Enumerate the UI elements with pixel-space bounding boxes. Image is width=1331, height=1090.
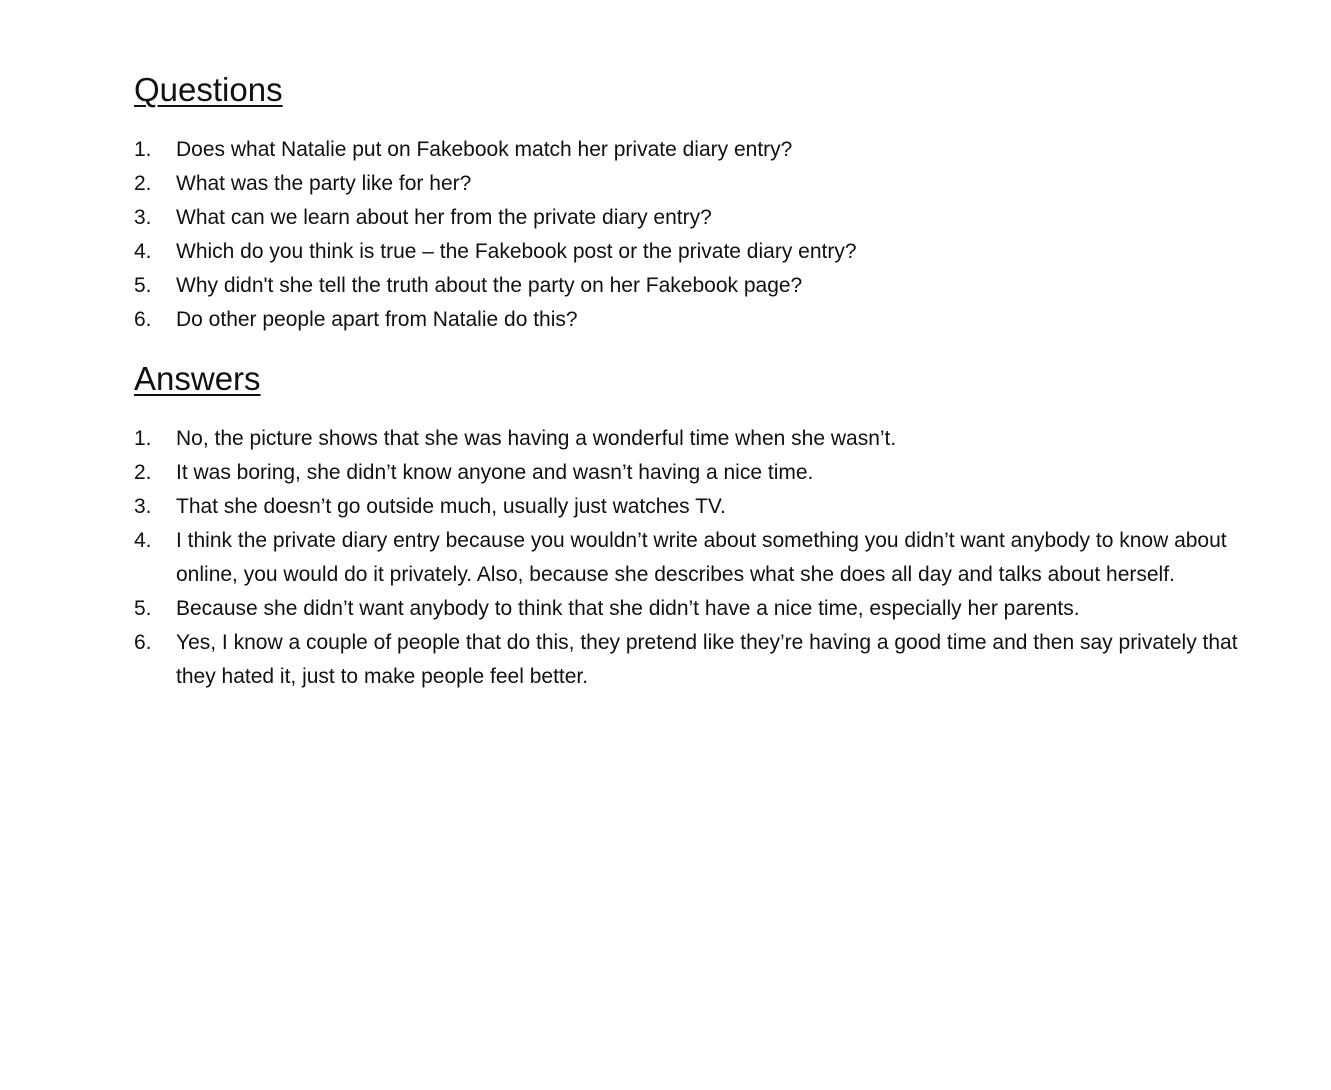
- question-text: What can we learn about her from the private diary entry?: [176, 206, 712, 229]
- question-item-5: [134, 269, 1264, 303]
- answer-text: Because she didn’t want anybody to think that she didn’t have a nice time, especially her parents.: [176, 597, 1080, 620]
- answer-item-5: [134, 592, 1264, 626]
- answer-item-6: [134, 626, 1264, 694]
- questions-heading: Questions: [134, 71, 283, 108]
- answer-text: No, the picture shows that she was having a wonderful time when she wasn’t.: [176, 427, 897, 450]
- question-number: 3.: [134, 206, 152, 229]
- answer-number: 5.: [134, 597, 152, 620]
- question-text: Which do you think is true – the Fakebook post or the private diary entry?: [176, 240, 857, 263]
- answer-item-3: [134, 490, 1264, 524]
- question-number: 4.: [134, 240, 152, 263]
- question-item-2: [134, 167, 1264, 201]
- question-number: 1.: [134, 138, 152, 161]
- answer-number: 6.: [134, 631, 152, 654]
- answer-number: 1.: [134, 427, 152, 450]
- answer-item-4: [134, 524, 1264, 592]
- question-number: 5.: [134, 274, 152, 297]
- question-text: What was the party like for her?: [176, 172, 472, 195]
- answers-list: [134, 422, 1264, 694]
- answer-text: I think the private diary entry because you wouldn’t write about something you didn’t want anybody to know about online, you would do it privately. Also, because she describes what she does all day and talks about herself.: [176, 529, 1227, 586]
- questions-section: [134, 70, 1264, 337]
- question-number: 6.: [134, 308, 152, 331]
- question-item-3: [134, 201, 1264, 235]
- question-text: Does what Natalie put on Fakebook match her private diary entry?: [176, 138, 793, 161]
- answer-text: It was boring, she didn’t know anyone and wasn’t having a nice time.: [176, 461, 814, 484]
- questions-list: [134, 133, 1264, 337]
- answer-number: 2.: [134, 461, 152, 484]
- question-item-6: [134, 303, 1264, 337]
- answer-text: That she doesn’t go outside much, usually just watches TV.: [176, 495, 726, 518]
- answers-section: [134, 359, 1264, 694]
- document-page: [134, 70, 1264, 694]
- answer-number: 4.: [134, 529, 152, 552]
- question-text: Do other people apart from Natalie do this?: [176, 308, 578, 331]
- question-number: 2.: [134, 172, 152, 195]
- answer-item-1: [134, 422, 1264, 456]
- question-text: Why didn't she tell the truth about the party on her Fakebook page?: [176, 274, 803, 297]
- answer-text: Yes, I know a couple of people that do this, they pretend like they’re having a good time and then say privately that they hated it, just to make people feel better.: [176, 631, 1238, 688]
- answers-heading: Answers: [134, 360, 261, 397]
- answer-item-2: [134, 456, 1264, 490]
- question-item-1: [134, 133, 1264, 167]
- question-item-4: [134, 235, 1264, 269]
- answer-number: 3.: [134, 495, 152, 518]
